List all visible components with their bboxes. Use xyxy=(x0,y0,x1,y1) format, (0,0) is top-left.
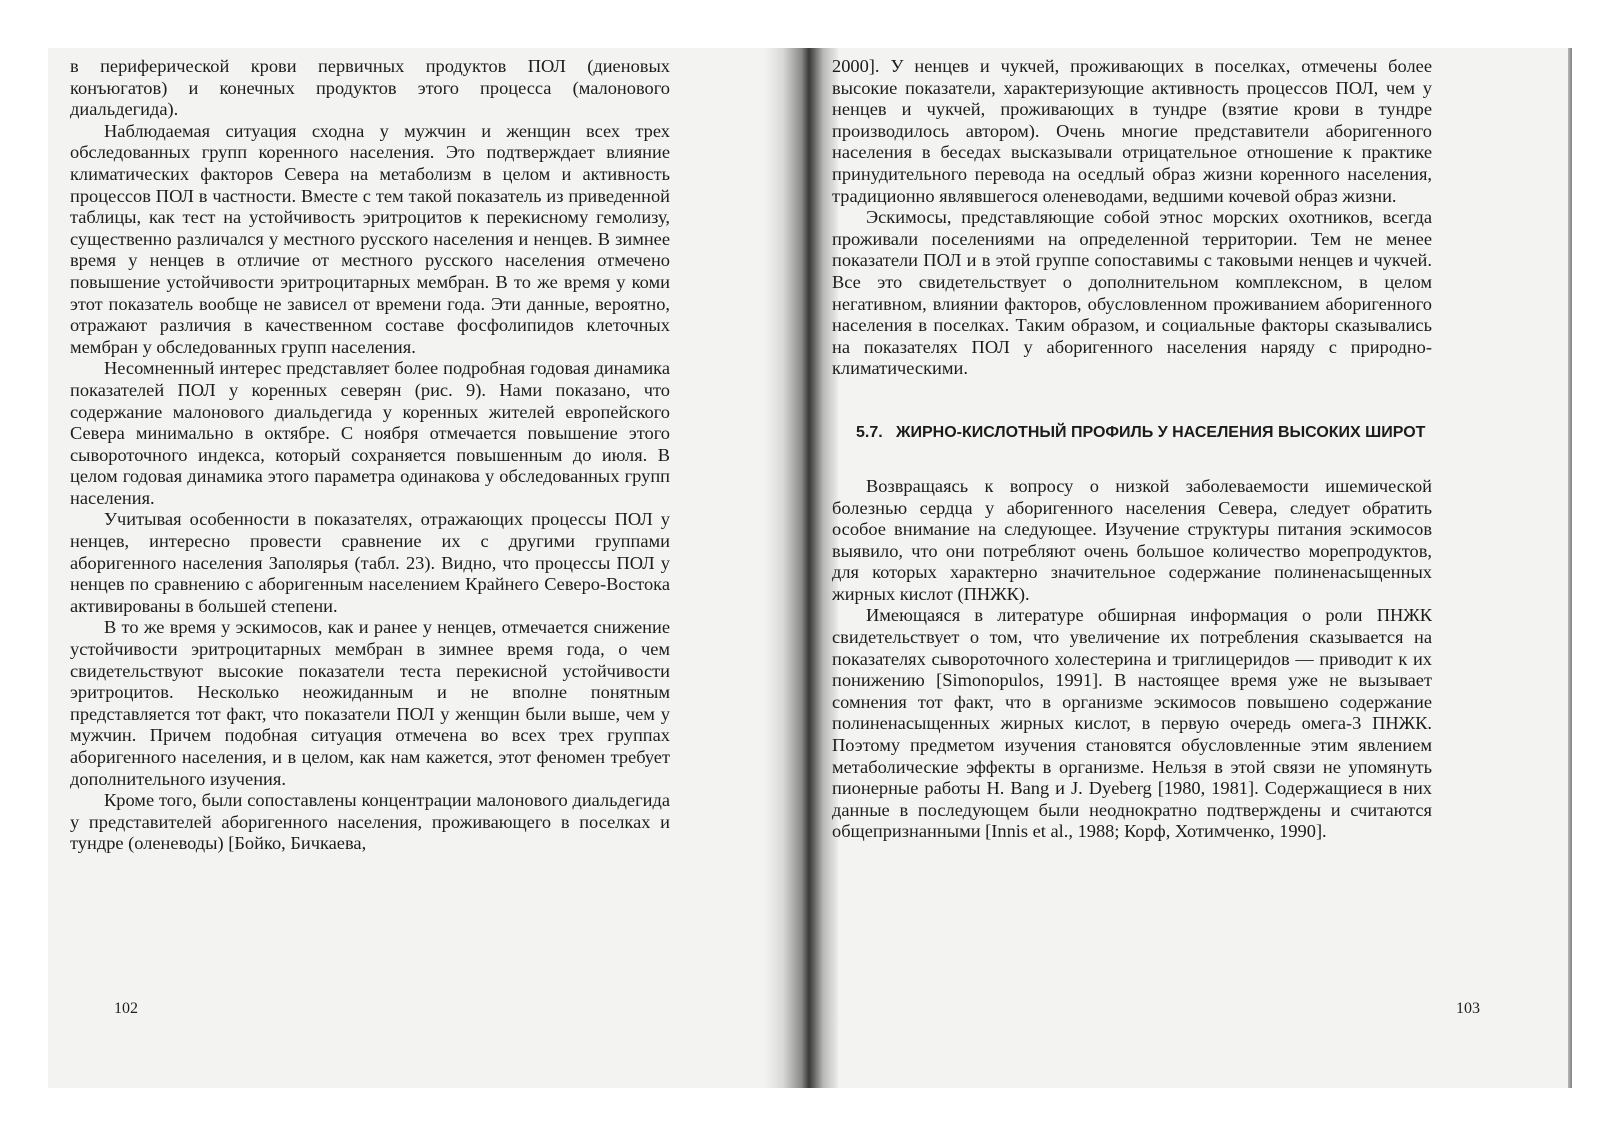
paragraph: Имеющаяся в литературе обширная информация о роли ПНЖК свидетельствует о том, что увеличение их потребления сказывается на показателях сывороточного холестерина и триглицеридов — приводит к их понижению [Simonopulos, 1991]. В настоящее время уже не вызывает сомнения тот факт, что в организме эскимосов повышено содержание полиненасыщенных жирных кислот, в первую очередь омега-3 ПНЖК. Поэтому предметом изучения становятся обусловленные этим явлением метаболические эффекты в организме. Нельзя в этой связи не упомянуть пионерные работы H. Bang и J. Dyeberg [1980, 1981]. Содержащиеся в них данные в последующем были неоднократно подтверждены и считаются общепризнанными [Innis et al., 1988; Корф, Хотимченко, 1990]. xyxy=(832,605,1432,842)
left-page xyxy=(70,56,670,855)
book-gutter xyxy=(765,48,838,1088)
paragraph: Учитывая особенности в показателях, отражающих процессы ПОЛ у ненцев, интересно провести сравнение их с другими группами аборигенного населения Заполярья (табл. 23). Видно, что процессы ПОЛ у ненцев по сравнению с аборигенным населением Крайнего Северо-Востока активированы в большей степени. xyxy=(70,509,670,616)
section-heading xyxy=(832,422,1432,444)
paragraph: 2000]. У ненцев и чукчей, проживающих в поселках, отмечены более высокие показатели, характеризующие активность процессов ПОЛ, чем у ненцев и чукчей, проживающих в тундре (взятие крови в тундре производилось автором). Очень многие представители аборигенного населения в беседах высказывали отрицательное отношение к практике принудительного перевода на оседлый образ жизни коренного населения, традиционно являвшегося оленеводами, ведшими кочевой образ жизни. xyxy=(832,56,1432,206)
page-number-right: 103 xyxy=(1456,1000,1480,1017)
page-number-left: 102 xyxy=(114,1000,138,1017)
right-page xyxy=(832,56,1432,843)
paragraph: в периферической крови первичных продуктов ПОЛ (диеновых конъюгатов) и конечных продуктов этого процесса (малонового диальдегида). xyxy=(70,56,670,120)
section-number: 5.7. xyxy=(856,423,883,441)
paragraph: Несомненный интерес представляет более подробная годовая динамика показателей ПОЛ у коренных северян (рис. 9). Нами показано, что содержание малонового диальдегида у коренных жителей европейского Севера минимально в октябре. С ноября отмечается повышение этого сывороточного индекса, который сохраняется повышенным до июля. В целом годовая динамика этого параметра одинакова у обследованных групп населения. xyxy=(70,358,670,508)
paragraph: Эскимосы, представляющие собой этнос морских охотников, всегда проживали поселениями на определенной территории. Тем не менее показатели ПОЛ и в этой группе сопоставимы с таковыми ненцев и чукчей. Все это свидетельствует о дополнительном комплексном, в целом негативном, влиянии факторов, обусловленном проживанием аборигенного населения в поселках. Таким образом, и социальные факторы сказывались на показателях ПОЛ у аборигенного населения наряду с природно-климатическими. xyxy=(832,207,1432,379)
paragraph: Возвращаясь к вопросу о низкой заболеваемости ишемической болезнью сердца у аборигенного населения Севера, следует обратить особое внимание на следующее. Изучение структуры питания эскимосов выявило, что они потребляют очень большое количество морепродуктов, для которых характерно значительное содержание полиненасыщенных жирных кислот (ПНЖК). xyxy=(832,475,1432,604)
page-edge-shadow xyxy=(1568,48,1572,1088)
paragraph: Наблюдаемая ситуация сходна у мужчин и женщин всех трех обследованных групп коренного населения. Это подтверждает влияние климатических факторов Севера на метаболизм в целом и активность процессов ПОЛ в частности. Вместе с тем такой показатель из приведенной таблицы, как тест на устойчивость эритроцитов к перекисному гемолизу, существенно различался у местного русского населения и ненцев. В зимнее время у ненцев в отличие от местного русского населения отмечено повышение устойчивости эритроцитарных мембран. В то же время у коми этот показатель вообще не зависел от времени года. Эти данные, вероятно, отражают различия в качественном составе фосфолипидов клеточных мембран у обследованных групп населения. xyxy=(70,120,670,357)
section-title: ЖИРНО-КИСЛОТНЫЙ ПРОФИЛЬ У НАСЕЛЕНИЯ ВЫСОКИХ ШИРОТ xyxy=(896,423,1426,441)
paragraph: В то же время у эскимосов, как и ранее у ненцев, отмечается снижение устойчивости эритроцитарных мембран в зимнее время года, о чем свидетельствуют высокие показатели теста перекисной устойчивости эритроцитов. Несколько неожиданным и не вполне понятным представляется тот факт, что показатели ПОЛ у женщин были выше, чем у мужчин. Причем подобная ситуация отмечена во всех трех группах аборигенного населения, и в целом, как нам кажется, этот феномен требует дополнительного изучения. xyxy=(70,617,670,789)
paragraph: Кроме того, были сопоставлены концентрации малонового диальдегида у представителей аборигенного населения, проживающего в поселках и тундре (оленеводы) [Бойко, Бичкаева, xyxy=(70,790,670,854)
